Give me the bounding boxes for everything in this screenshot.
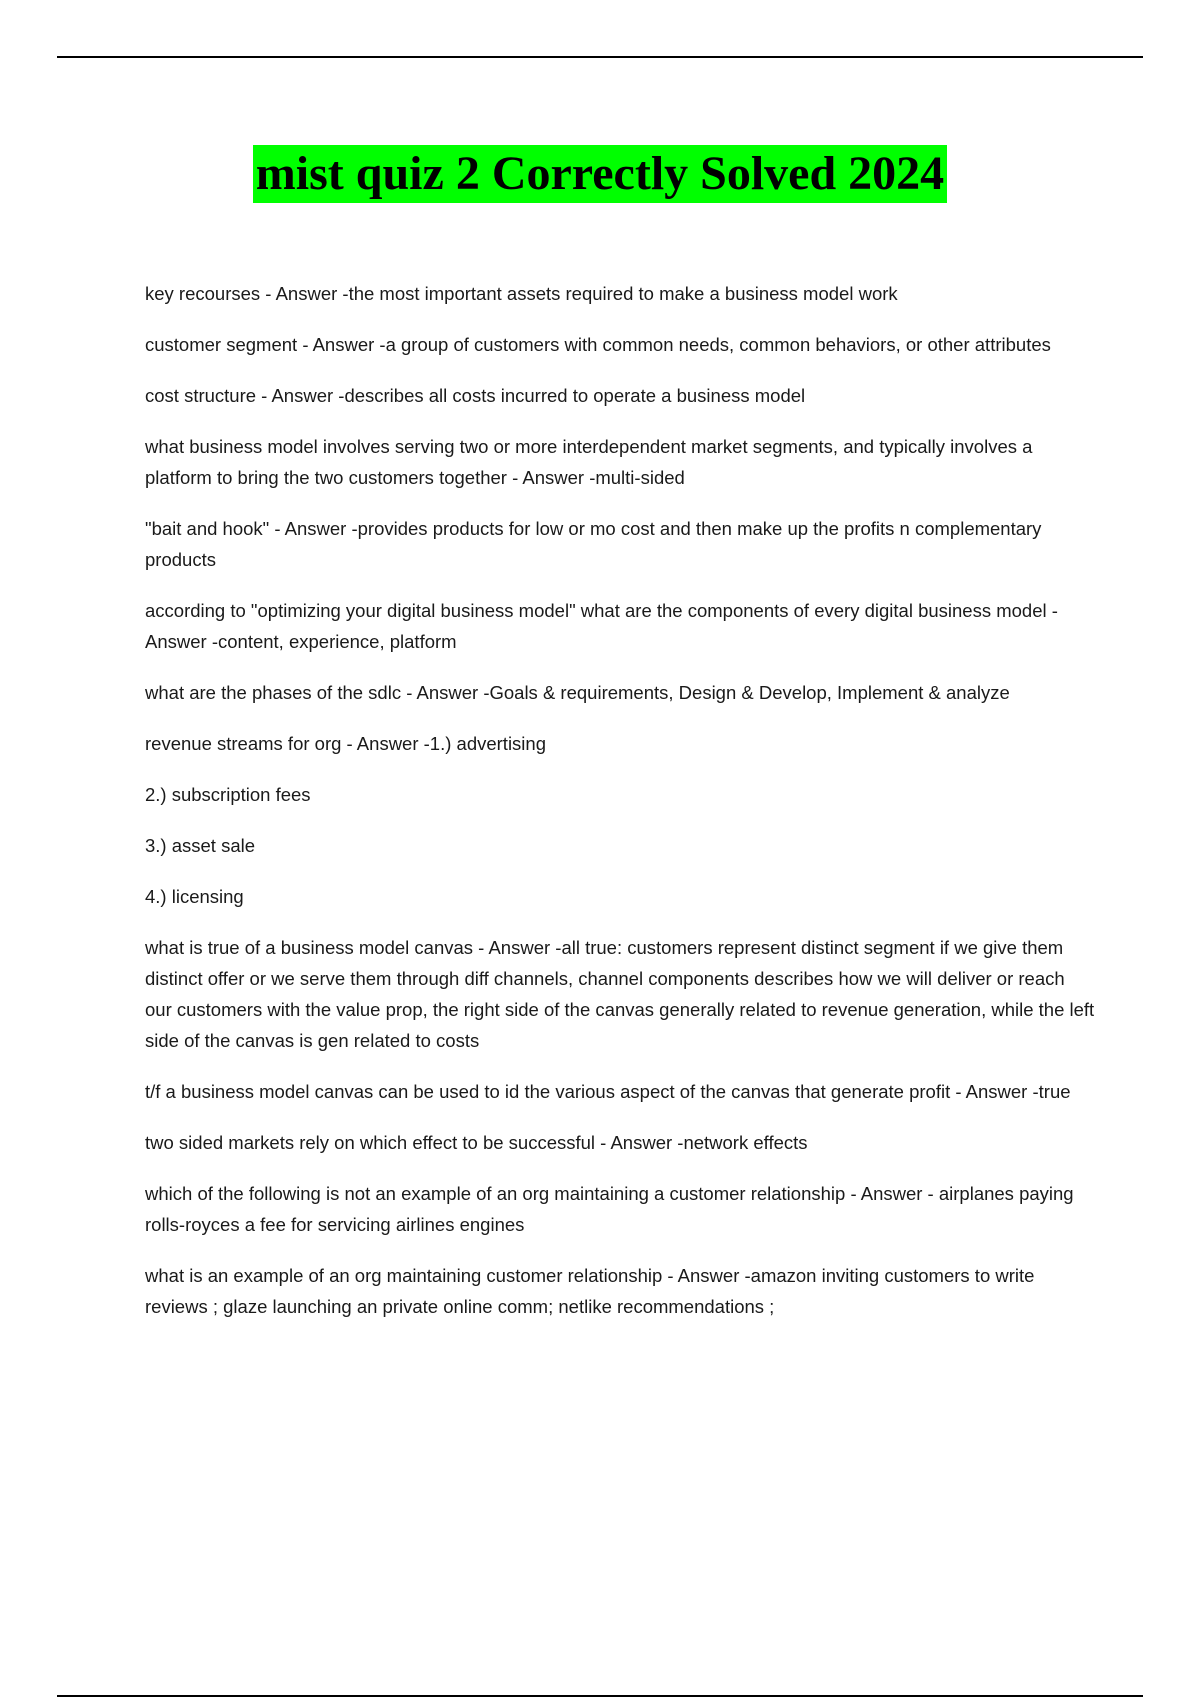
document-title: mist quiz 2 Correctly Solved 2024 [253, 145, 947, 203]
qa-item: what is true of a business model canvas - Answer -all true: customers represent distinct segment if we give them distinct offer or we serve them through diff channels, channel components describes how we will deliver or reach our customers with the value prop, the right side of the canvas generally related to revenue generation, while the left side of the canvas is gen related to costs [145, 937, 1095, 1051]
qa-item: what are the phases of the sdlc - Answer -Goals & requirements, Design & Develop, Implement & analyze [145, 682, 1010, 703]
header-rule [57, 56, 1143, 58]
qa-item: "bait and hook" - Answer -provides products for low or mo cost and then make up the profits n complementary products [145, 518, 1042, 570]
qa-item: what is an example of an org maintaining customer relationship - Answer -amazon inviting customers to write reviews ; glaze launching an private online comm; netlike recommendations ; [145, 1265, 1035, 1317]
qa-item: according to "optimizing your digital business model" what are the components of every digital business model - Answer -content, experience, platform [145, 600, 1058, 652]
qa-item: revenue streams for org - Answer -1.) advertising [145, 733, 546, 754]
qa-list [145, 278, 1095, 1342]
qa-item: cost structure - Answer -describes all costs incurred to operate a business model [145, 385, 806, 406]
qa-item: 4.) licensing [145, 886, 244, 907]
qa-item: t/f a business model canvas can be used to id the various aspect of the canvas that generate profit - Answer -true [145, 1081, 1071, 1102]
qa-item: two sided markets rely on which effect to be successful - Answer -network effects [145, 1132, 808, 1153]
qa-item: 3.) asset sale [145, 835, 256, 856]
qa-item: what business model involves serving two or more interdependent market segments, and typically involves a platform to bring the two customers together - Answer -multi-sided [145, 436, 1033, 488]
qa-item: 2.) subscription fees [145, 784, 311, 805]
qa-item: which of the following is not an example of an org maintaining a customer relationship - Answer - airplanes paying rolls-royces a fee for servicing airlines engines [145, 1183, 1074, 1235]
qa-item: key recourses - Answer -the most important assets required to make a business model work [145, 283, 898, 304]
qa-item: customer segment - Answer -a group of customers with common needs, common behaviors, or other attributes [145, 334, 1051, 355]
title-container [0, 145, 1200, 203]
footer-rule [57, 1695, 1143, 1697]
